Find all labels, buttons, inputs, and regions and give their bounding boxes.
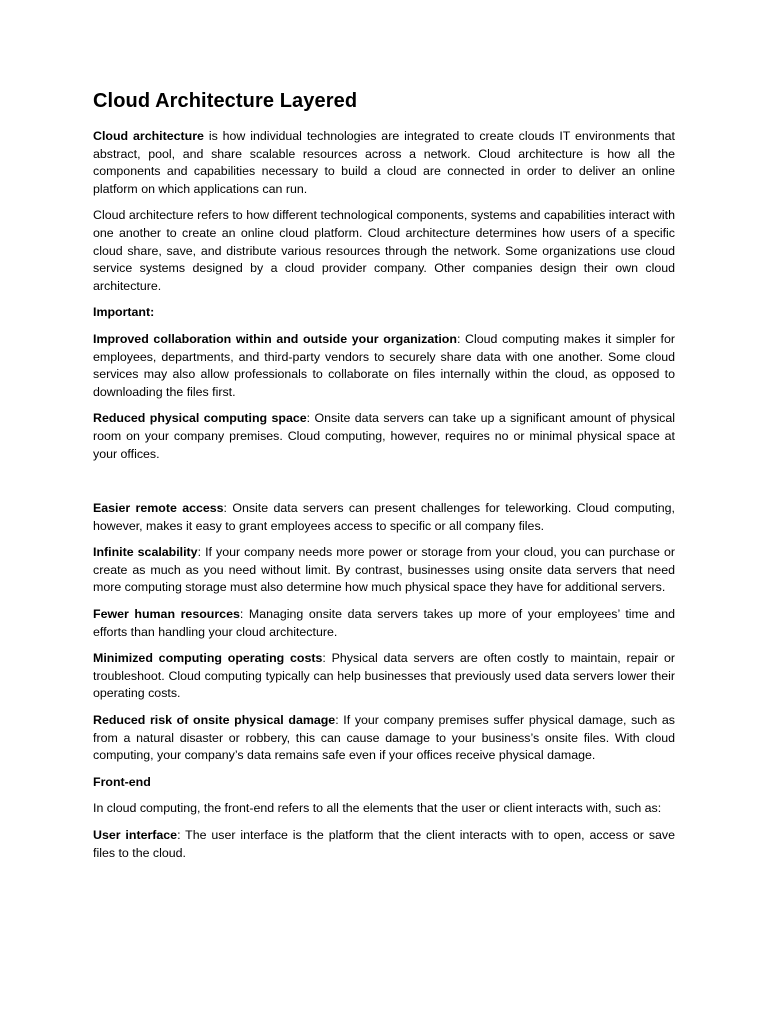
paragraph-text: Cloud architecture refers to how different technological components, systems and capabilities interact with one another to create an online cloud platform. Cloud architecture determines how users of a specific cloud share, save, and distribute various resources through the network. Some organizations use cloud service systems designed by a cloud provider company. Other companies design their own cloud architecture.	[93, 208, 675, 293]
paragraph-text: : Managing onsite data servers takes up more of your employees’ time and efforts than handling your cloud architecture.	[93, 607, 675, 639]
paragraph-improved-collaboration	[93, 331, 675, 401]
paragraph-lead: Reduced physical computing space	[93, 411, 307, 426]
paragraph-text: : Cloud computing makes it simpler for employees, departments, and third-party vendors to securely share data with one another. Some cloud services may also allow professionals to collaborate on files internally within the cloud, as opposed to downloading the files first.	[93, 331, 675, 399]
paragraph-reduced-risk-damage	[93, 712, 675, 765]
document-page	[93, 88, 675, 871]
paragraph-fewer-human-resources	[93, 606, 675, 641]
paragraph-lead: User interface	[93, 828, 178, 842]
paragraph-cloud-architecture	[93, 128, 675, 198]
paragraph-lead: Cloud architecture	[93, 129, 204, 143]
paragraph-text: : The user interface is the platform that the client interacts with to open, access or save files to the cloud.	[93, 828, 675, 860]
section-heading-important: Important:	[93, 305, 155, 320]
paragraph-text: : Onsite data servers can present challenges for teleworking. Cloud computing, however, makes it easy to grant employees access to specific or all company files.	[93, 501, 676, 533]
paragraph-lead: Infinite scalability	[93, 545, 198, 560]
document-title: Cloud Architecture Layered	[93, 90, 358, 112]
blank-line	[93, 472, 675, 500]
paragraph-text: In cloud computing, the front-end refers to all the elements that the user or client interacts with, such as:	[93, 801, 662, 816]
paragraph-lead: Improved collaboration within and outside your organization	[93, 331, 457, 346]
paragraph-infinite-scalability	[93, 544, 675, 597]
paragraph-easier-remote-access	[93, 500, 675, 535]
paragraph-cloud-architecture-refers	[93, 207, 675, 295]
paragraph-text: : Physical data servers are often costly to maintain, repair or troubleshoot. Cloud computing typically can help businesses that previously used data servers lower their operating costs.	[93, 651, 676, 701]
paragraph-text: : Onsite data servers can take up a significant amount of physical room on your company premises. Cloud computing, however, requires no or minimal physical space at your offices.	[93, 411, 676, 461]
paragraph-user-interface	[93, 827, 675, 862]
paragraph-lead: Easier remote access	[93, 501, 224, 516]
paragraph-lead: Fewer human resources	[93, 607, 240, 622]
paragraph-minimized-operating-costs	[93, 650, 675, 703]
section-heading-front-end: Front-end	[93, 774, 151, 789]
paragraph-lead: Minimized computing operating costs	[93, 651, 323, 666]
paragraph-lead: Reduced risk of onsite physical damage	[93, 713, 336, 728]
paragraph-front-end-definition	[93, 800, 675, 818]
paragraph-text: : If your company needs more power or storage from your cloud, you can purchase or create as much as you need without limit. By contrast, businesses using onsite data servers that need more computing storage must also determine how much physical space they have for additional servers.	[93, 545, 675, 595]
paragraph-reduced-physical-space	[93, 410, 675, 463]
paragraph-text: is how individual technologies are integrated to create clouds IT environments that abstract, pool, and share scalable resources across a network. Cloud architecture is how all the components and capabilities necessary to build a cloud are connected in order to deliver an online platform on which applications can run.	[93, 129, 675, 196]
paragraph-text: : If your company premises suffer physical damage, such as from a natural disaster or robbery, this can cause damage to your business’s onsite files. With cloud computing, your company’s data remains safe even if your offices receive physical damage.	[93, 713, 675, 763]
